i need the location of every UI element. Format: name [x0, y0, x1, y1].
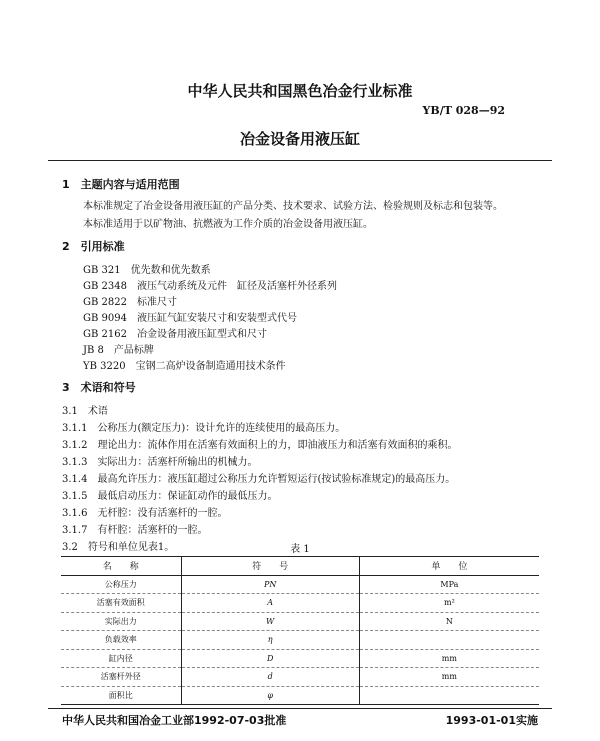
header-divider [48, 160, 552, 161]
cell-symbol: D [181, 649, 359, 668]
reference-item: JB 8 产品标牌 [83, 345, 154, 356]
term-item: 3.1.5 最低启动压力：保证缸动作的最低压力。 [62, 491, 278, 502]
table-caption: 表 1 [290, 544, 310, 555]
cell-symbol: φ [181, 686, 359, 705]
cell-name: 负载效率 [61, 631, 181, 650]
cell-unit: MPa [359, 575, 539, 594]
approval-line: 中华人民共和国冶金工业部1992-07-03批准 [62, 714, 287, 727]
section-2-heading: 2 引用标准 [62, 240, 125, 253]
table-row [61, 649, 539, 668]
footer-divider [48, 708, 552, 709]
cell-unit [359, 631, 539, 650]
cell-name: 缸内径 [61, 649, 181, 668]
table-row [61, 631, 539, 650]
cell-name: 公称压力 [61, 575, 181, 594]
standard-code: YB/T 028—92 [422, 104, 505, 117]
term-item: 3.1 术语 [62, 406, 108, 417]
term-item: 3.2 符号和单位见表1。 [62, 542, 175, 553]
term-item: 3.1.7 有杆腔：活塞杆的一腔。 [62, 525, 208, 536]
reference-item: GB 9094 液压缸气缸安装尺寸和安装型式代号 [83, 313, 297, 324]
section-3-heading: 3 术语和符号 [62, 381, 136, 394]
term-item: 3.1.2 理论出力：流体作用在活塞有效面积上的力，即油液压力和活塞有效面积的乘积。 [62, 440, 458, 451]
cell-name: 实际出力 [61, 612, 181, 631]
table-row [61, 668, 539, 687]
table-row [61, 686, 539, 705]
column-header-name: 名 称 [61, 557, 181, 576]
cell-symbol: η [181, 631, 359, 650]
table-row [61, 594, 539, 613]
cell-unit: m² [359, 594, 539, 613]
cell-symbol: d [181, 668, 359, 687]
reference-item: GB 2822 标准尺寸 [83, 297, 177, 308]
term-item: 3.1.6 无杆腔：没有活塞杆的一腔。 [62, 508, 228, 519]
cell-name: 面积比 [61, 686, 181, 705]
table-header-row [61, 557, 539, 576]
symbols-units-table [61, 556, 539, 705]
section-1-heading: 1 主题内容与适用范围 [62, 178, 180, 191]
cell-symbol: A [181, 594, 359, 613]
reference-item: GB 2162 冶金设备用液压缸型式和尺寸 [83, 329, 267, 340]
cell-unit: mm [359, 649, 539, 668]
cell-name: 活塞有效面积 [61, 594, 181, 613]
cell-symbol: W [181, 612, 359, 631]
cell-name: 活塞杆外径 [61, 668, 181, 687]
term-item: 3.1.4 最高允许压力：液压缸超过公称压力允许暂短运行(按试验标准规定)的最高压力。 [62, 474, 456, 485]
cell-unit: N [359, 612, 539, 631]
column-header-symbol: 符 号 [181, 557, 359, 576]
effective-date: 1993-01-01实施 [445, 714, 538, 727]
cell-symbol: PN [181, 575, 359, 594]
section-1-paragraph: 本标准适用于以矿物油、抗燃液为工作介质的冶金设备用液压缸。 [83, 219, 373, 230]
reference-item: GB 2348 液压气动系统及元件 缸径及活塞杆外径系列 [83, 281, 337, 292]
standard-organization: 中华人民共和国黑色冶金行业标准 [187, 82, 413, 100]
table-row [61, 612, 539, 631]
cell-unit: mm [359, 668, 539, 687]
term-item: 3.1.3 实际出力：活塞杆所输出的机械力。 [62, 457, 258, 468]
column-header-unit: 单 位 [359, 557, 539, 576]
reference-item: GB 321 优先数和优先数系 [83, 265, 211, 276]
table-row [61, 575, 539, 594]
reference-item: YB 3220 宝钢二高炉设备制造通用技术条件 [83, 361, 286, 372]
cell-unit [359, 686, 539, 705]
term-item: 3.1.1 公称压力(额定压力)：设计允许的连续使用的最高压力。 [62, 423, 346, 434]
section-1-paragraph: 本标准规定了冶金设备用液压缸的产品分类、技术要求、试验方法、检验规则及标志和包装等。 [83, 201, 503, 212]
standard-title: 冶金设备用液压缸 [239, 130, 360, 148]
